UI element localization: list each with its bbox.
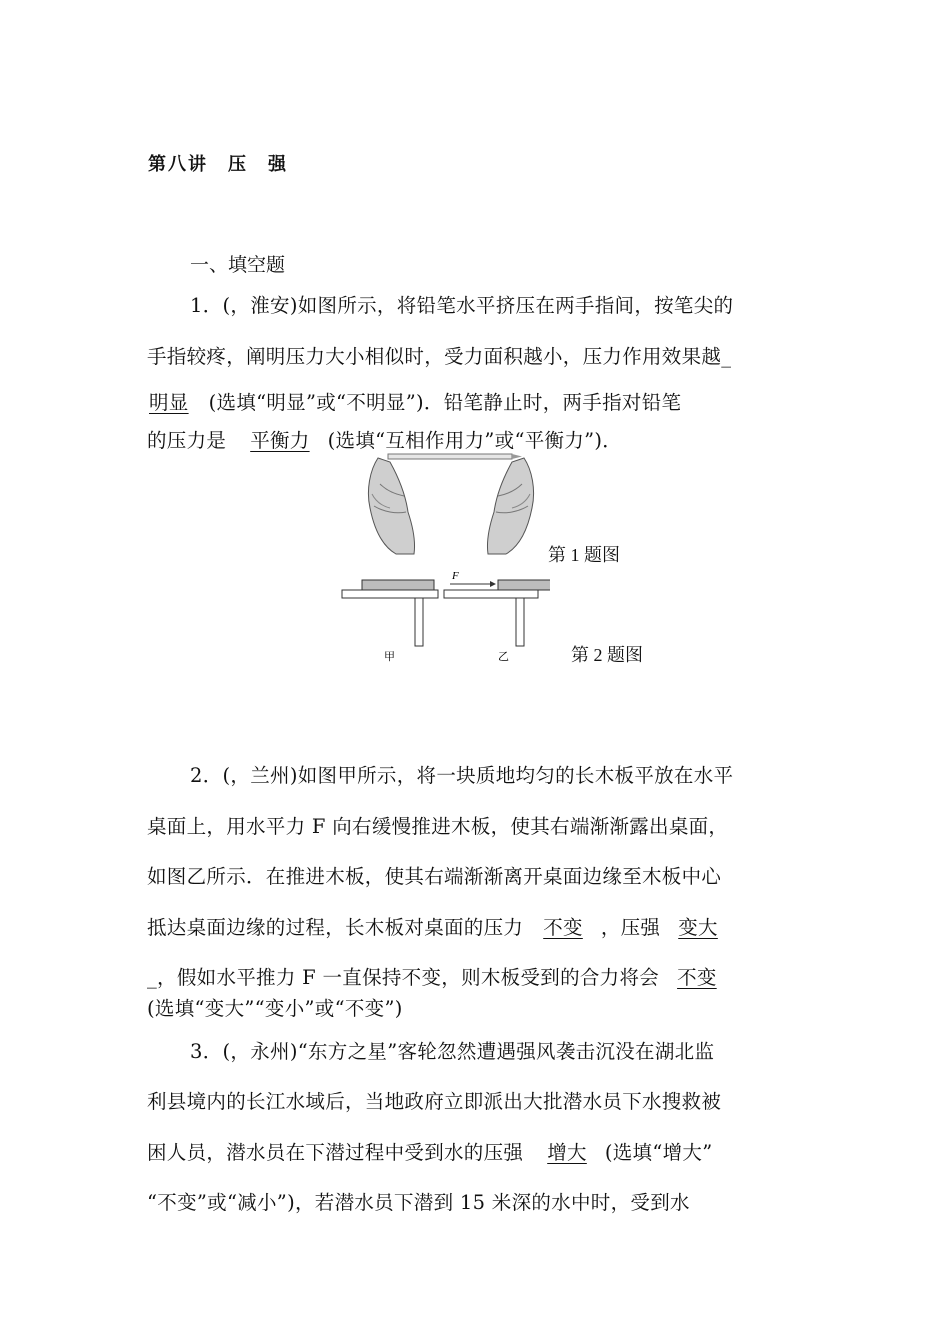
q3-line-3-after: (选填“增大” [604,1141,713,1164]
q2-line-6: (选填“变大”“变小”或“不变”) [147,997,403,1020]
board-jia [362,580,434,590]
q2-line-2: 桌面上，用水平力 F 向右缓慢推进木板，使其右端渐渐露出桌面， [147,815,729,838]
figure-2-board-table [340,568,550,668]
table-leg-yi [516,598,524,646]
q1-line-4-after: (选填“互相作用力”或“平衡力”)． [327,429,623,452]
q2-answer-3: 不变 [677,966,717,989]
q3-answer-1: 增大 [547,1141,587,1164]
q1-line-3-text: (选填“明显”或“不明显”)．铅笔静止时，两手指对铅笔 [208,391,682,414]
q2-line-5-before: _，假如水平推力 F 一直保持不变，则木板受到的合力将会 [147,966,660,989]
board-yi [498,580,550,590]
q1-line-3 [147,387,681,415]
q1-line-4-before: 的压力是 [147,429,227,452]
label-jia: 甲 [384,650,395,663]
q2-answer-2: 变大 [678,916,718,939]
table-top-jia [342,590,438,598]
q3-line-2: 利县境内的长江水域后，当地政府立即派出大批潜水员下水搜救被 [147,1090,722,1113]
q2-line-4 [147,912,722,940]
page-title: 第八讲 压 强 [148,154,288,175]
section-title: 一、填空题 [190,254,286,276]
q3-line-4: “不变”或“减小”)，若潜水员下潜到 15 米深的水中时，受到水 [147,1191,690,1214]
q1-answer-2: 平衡力 [250,429,310,452]
q1-line-2: 手指较疼，阐明压力大小相似时，受力面积越小，压力作用效果越_ [147,345,732,368]
q1-line-4 [147,425,622,453]
q3-line-1: 3．(，永州)“东方之星”客轮忽然遭遇强风袭击沉没在湖北监 [190,1040,715,1063]
q2-line-3: 如图乙所示．在推进木板，使其右端渐渐离开桌面边缘至木板中心 [147,865,722,888]
q2-line-4-before: 抵达桌面边缘的过程，长木板对桌面的压力 [147,916,524,939]
label-yi: 乙 [498,650,509,663]
q2-line-4-mid: ，压强 [600,916,661,939]
force-label: F [452,570,459,582]
q1-line-1: 1．(，淮安)如图所示，将铅笔水平挤压在两手指间，按笔尖的 [190,294,734,317]
figure-1-hands-pencil [360,450,540,560]
table-top-yi [444,590,538,598]
table-leg-jia [415,598,423,646]
q3-line-3-before: 困人员，潜水员在下潜过程中受到水的压强 [147,1141,524,1164]
q2-line-5 [147,962,731,990]
q2-answer-1: 不变 [543,916,583,939]
q3-line-3 [147,1137,712,1165]
figure-1-caption: 第 1 题图 [548,545,620,565]
q1-answer-1: 明显 [149,391,189,414]
q2-line-1: 2．(，兰州)如图甲所示，将一块质地均匀的长木板平放在水平 [190,764,734,787]
figure-2-caption: 第 2 题图 [571,645,643,665]
